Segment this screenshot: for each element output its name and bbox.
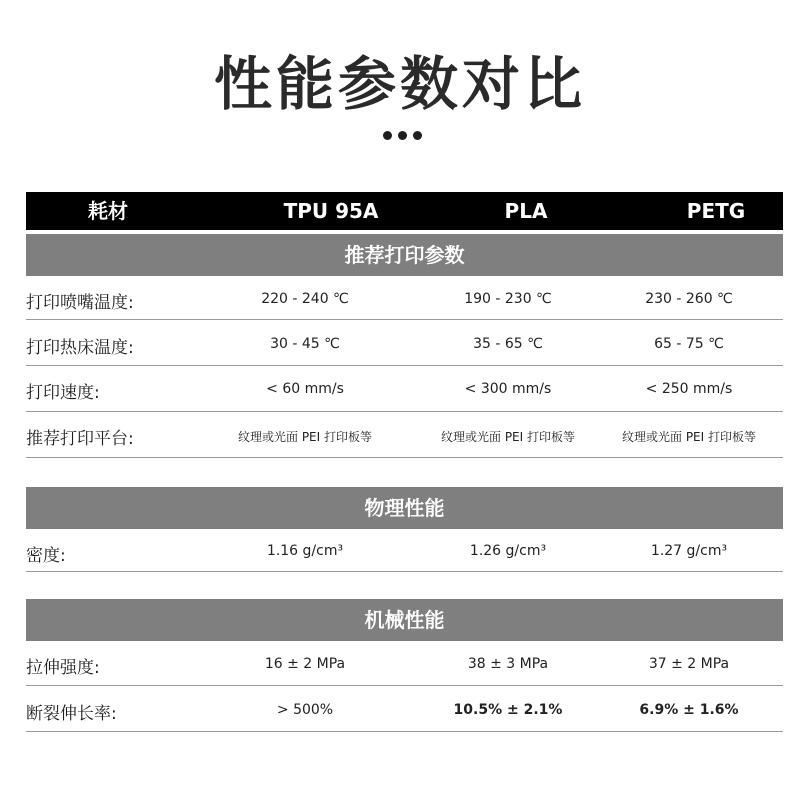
table-row	[26, 686, 783, 732]
row-label: 打印速度:	[26, 383, 100, 403]
cell-tpu: 1.16 g/cm³	[266, 543, 344, 559]
cell-petg: 1.27 g/cm³	[650, 543, 728, 559]
header-col-pla: PLA	[504, 199, 548, 223]
cell-pla: 10.5% ± 2.1%	[453, 702, 563, 718]
table-row	[26, 641, 783, 686]
cell-tpu: > 500%	[276, 702, 334, 718]
ellipsis-dots-icon	[383, 131, 423, 141]
cell-tpu: 纹理或光面 PEI 打印板等	[238, 430, 372, 444]
header-label: 耗材	[88, 199, 128, 223]
row-label: 密度:	[26, 546, 66, 566]
table-row	[26, 276, 783, 320]
table-row	[26, 412, 783, 458]
header-col-tpu: TPU 95A	[283, 199, 379, 223]
cell-pla: 35 - 65 ℃	[473, 336, 543, 352]
table-row	[26, 529, 783, 572]
section-title-mechanical: 机械性能	[26, 599, 783, 641]
row-label: 拉伸强度:	[26, 658, 100, 678]
cell-pla: 纹理或光面 PEI 打印板等	[441, 430, 575, 444]
cell-pla: 38 ± 3 MPa	[467, 656, 549, 672]
table-header	[26, 192, 783, 230]
table-row	[26, 366, 783, 412]
section-title-print-params: 推荐打印参数	[26, 234, 783, 276]
row-label: 断裂伸长率:	[26, 704, 117, 724]
cell-tpu: 220 - 240 ℃	[261, 291, 349, 307]
row-label: 推荐打印平台:	[26, 429, 134, 449]
page-title: 性能参数对比	[213, 50, 586, 118]
cell-tpu: < 60 mm/s	[266, 381, 344, 397]
cell-petg: 6.9% ± 1.6%	[639, 702, 739, 718]
cell-petg: 37 ± 2 MPa	[648, 656, 730, 672]
cell-tpu: 30 - 45 ℃	[270, 336, 340, 352]
cell-pla: < 300 mm/s	[464, 381, 552, 397]
cell-petg: < 250 mm/s	[645, 381, 733, 397]
row-label: 打印热床温度:	[26, 338, 134, 358]
cell-petg: 65 - 75 ℃	[654, 336, 724, 352]
cell-pla: 190 - 230 ℃	[464, 291, 552, 307]
cell-petg: 230 - 260 ℃	[645, 291, 733, 307]
header-col-petg: PETG	[686, 199, 746, 223]
table-row	[26, 320, 783, 366]
section-title-physical: 物理性能	[26, 487, 783, 529]
row-label: 打印喷嘴温度:	[26, 293, 134, 313]
cell-pla: 1.26 g/cm³	[469, 543, 547, 559]
cell-tpu: 16 ± 2 MPa	[264, 656, 346, 672]
cell-petg: 纹理或光面 PEI 打印板等	[622, 430, 756, 444]
